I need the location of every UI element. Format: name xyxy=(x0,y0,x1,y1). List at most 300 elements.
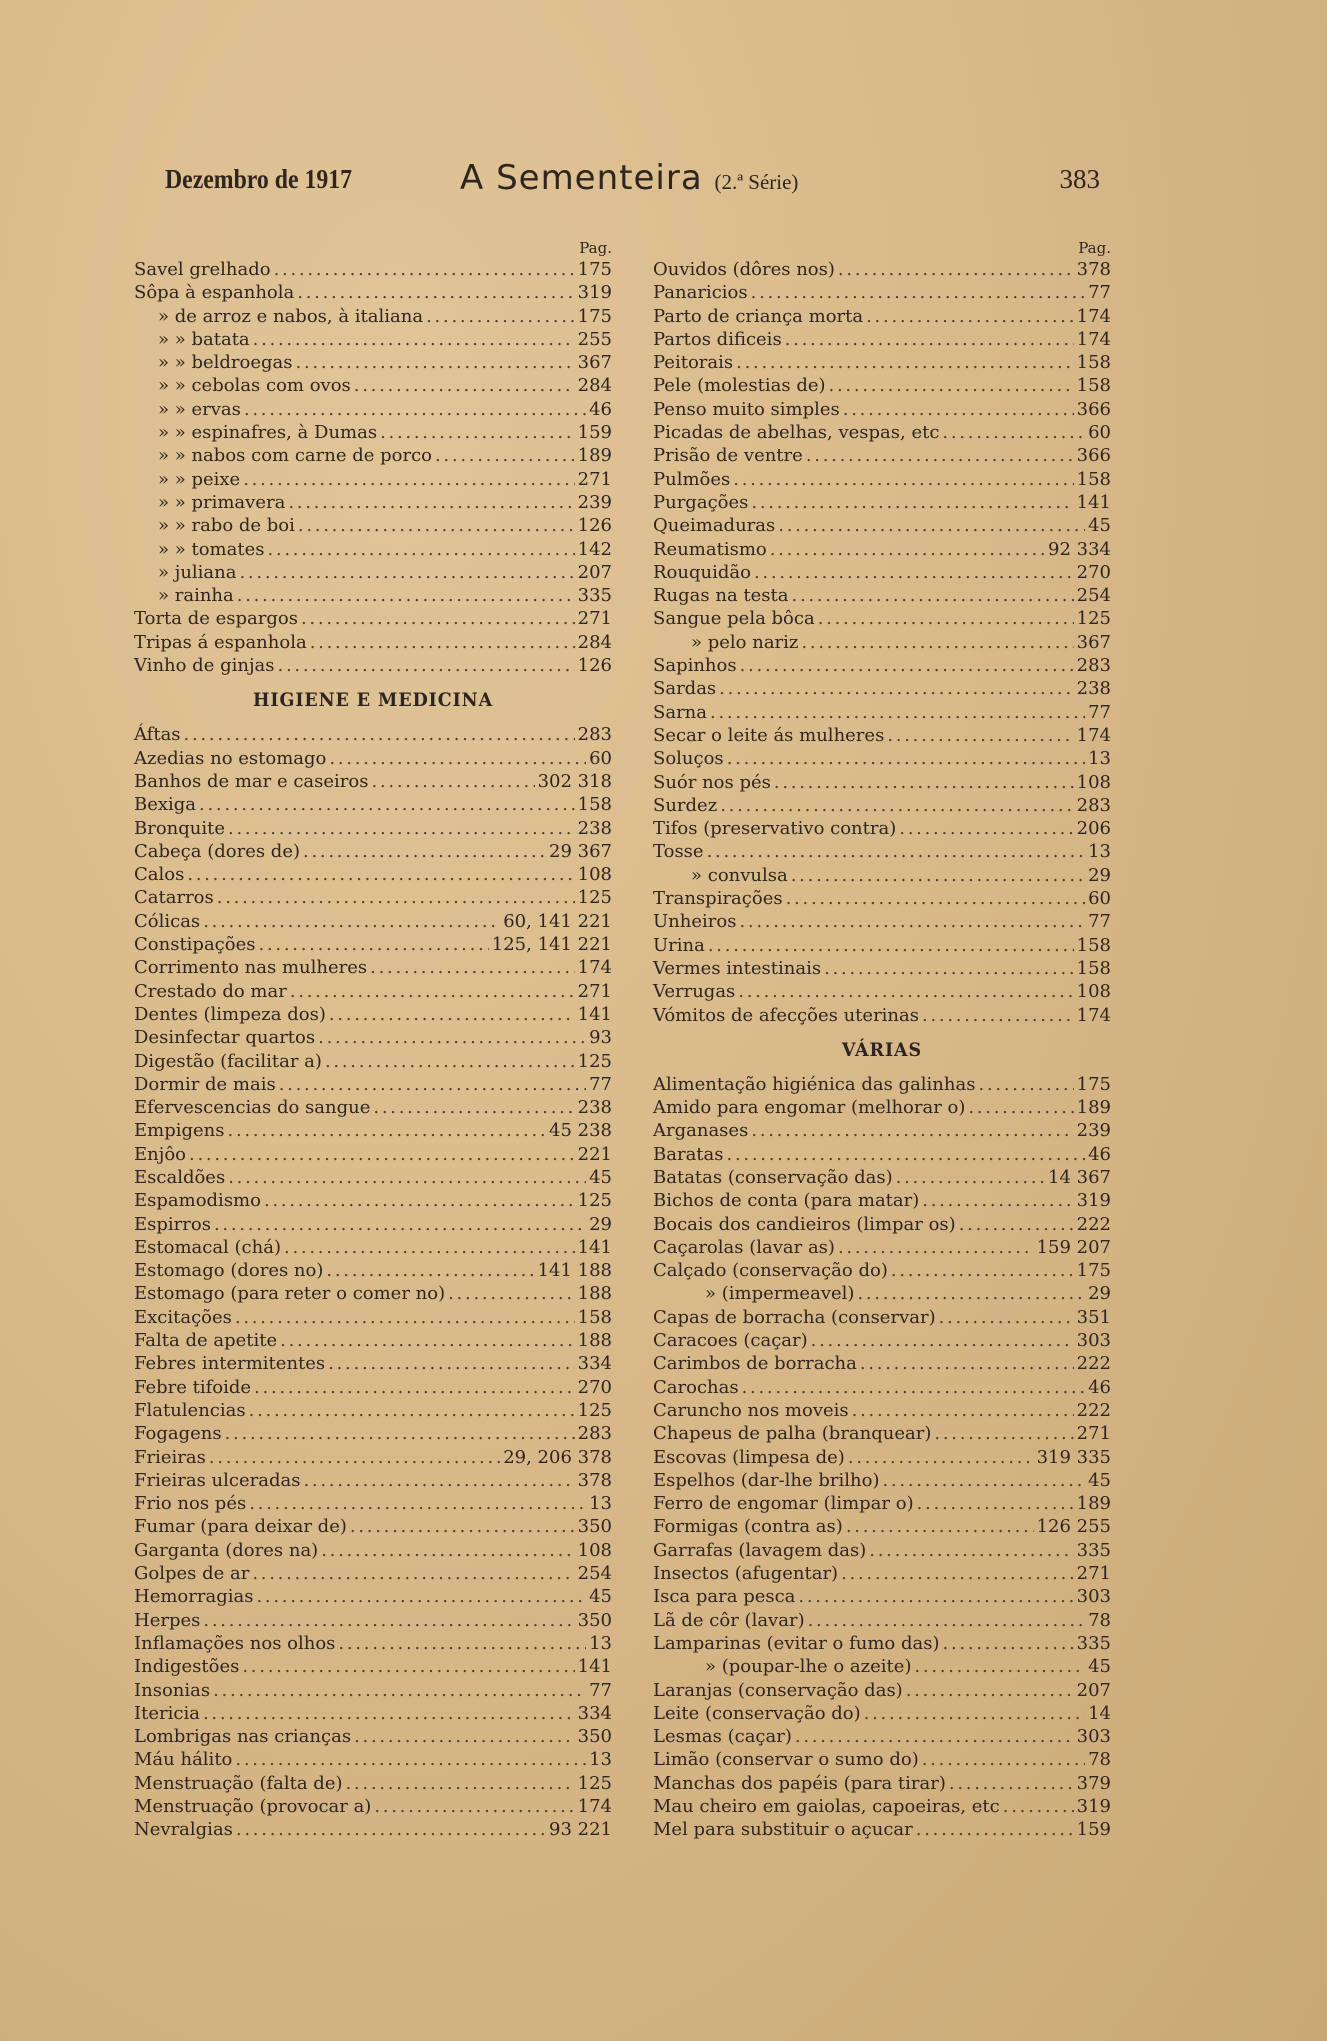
index-entry xyxy=(653,1422,1111,1445)
section-title-varias: VÁRIAS xyxy=(841,1038,923,1061)
entry-pages: 302 318 xyxy=(537,770,612,792)
entry-title: » » batata xyxy=(158,328,250,350)
entry-title: Estomacal (chá) xyxy=(134,1236,281,1258)
entry-title: Alimentação higiénica das galinhas xyxy=(653,1073,976,1095)
dot-leader xyxy=(239,561,574,584)
dot-leader xyxy=(742,1376,1086,1399)
entry-pages: 283 xyxy=(1076,794,1111,816)
index-column-right xyxy=(653,238,1111,1842)
index-entry xyxy=(134,328,612,351)
entry-pages: 45 xyxy=(1088,515,1111,537)
entry-pages: 271 xyxy=(1076,1563,1111,1585)
entry-pages: 319 335 xyxy=(1036,1446,1111,1468)
entry-pages: 222 xyxy=(1076,1399,1111,1421)
dot-leader xyxy=(978,1073,1073,1096)
entry-pages: 283 xyxy=(1076,655,1111,677)
entry-title: » convulsa xyxy=(691,864,788,886)
dot-leader xyxy=(869,1539,1073,1562)
index-column-left xyxy=(134,238,612,1842)
dot-leader xyxy=(310,631,575,654)
entry-pages: 175 xyxy=(1076,1260,1111,1282)
entry-pages: 174 xyxy=(577,957,612,979)
index-entry xyxy=(653,980,1111,1003)
dot-leader xyxy=(738,980,1073,1003)
dot-leader xyxy=(838,1236,1034,1259)
index-entry xyxy=(134,1073,612,1096)
entry-title: » » primavera xyxy=(158,491,286,513)
entry-pages: 158 xyxy=(1076,468,1111,490)
dot-leader xyxy=(237,584,575,607)
entry-pages: 77 xyxy=(1088,282,1111,304)
index-entry xyxy=(134,886,612,909)
dot-leader xyxy=(806,444,1074,467)
dot-leader xyxy=(217,886,575,909)
entry-title: Leite (conservação do) xyxy=(653,1702,861,1724)
index-entry xyxy=(653,1096,1111,1119)
index-entry xyxy=(653,957,1111,980)
index-entry xyxy=(134,1446,612,1469)
entry-title: Bocais dos candieiros (limpar os) xyxy=(653,1213,956,1235)
entry-title: Vermes intestinais xyxy=(653,957,822,979)
entry-pages: 45 xyxy=(589,1586,612,1608)
dot-leader xyxy=(899,817,1073,840)
dot-leader xyxy=(303,840,546,863)
dot-leader xyxy=(267,538,574,561)
dot-leader xyxy=(754,561,1074,584)
dot-leader xyxy=(808,1609,1086,1632)
entry-pages: 271 xyxy=(1076,1423,1111,1445)
entry-title: Lesmas (caçar) xyxy=(653,1726,792,1748)
entry-pages: 141 xyxy=(577,1003,612,1025)
dot-leader xyxy=(727,1143,1086,1166)
dot-leader xyxy=(318,1026,586,1049)
dot-leader xyxy=(1003,1795,1074,1818)
dot-leader xyxy=(235,1306,575,1329)
entry-title: » (impermeavel) xyxy=(705,1283,855,1305)
entry-pages: 188 xyxy=(577,1283,612,1305)
entry-title: Caçarolas (lavar as) xyxy=(653,1236,835,1258)
index-entry xyxy=(134,1492,612,1515)
dot-leader xyxy=(328,1352,574,1375)
entry-pages: 125 xyxy=(577,887,612,909)
entry-pages: 283 xyxy=(577,724,612,746)
index-entry xyxy=(134,468,612,491)
entry-pages: 303 xyxy=(1076,1330,1111,1352)
index-entry xyxy=(134,1329,612,1352)
entry-title: Frio nos pés xyxy=(134,1493,247,1515)
entry-title: Lombrigas nas crianças xyxy=(134,1726,352,1748)
dot-leader xyxy=(829,374,1074,397)
entry-title: Carochas xyxy=(653,1376,739,1398)
section-title-higiene: HIGIENE E MEDICINA xyxy=(252,689,494,712)
dot-leader xyxy=(203,1609,574,1632)
entry-pages: 189 xyxy=(1076,1493,1111,1515)
entry-pages: 45 238 xyxy=(549,1120,612,1142)
entry-title: Herpes xyxy=(134,1609,201,1631)
entry-title: Menstruação (provocar a) xyxy=(134,1796,372,1817)
dot-leader xyxy=(751,281,1085,304)
entry-pages: 379 xyxy=(1076,1772,1111,1794)
entry-pages: 367 xyxy=(1076,631,1111,653)
index-entry xyxy=(653,351,1111,374)
dot-leader xyxy=(736,351,1074,374)
entry-title: Parto de criança morta xyxy=(653,305,864,327)
index-entry xyxy=(134,910,612,933)
index-entry xyxy=(653,910,1111,933)
dot-leader xyxy=(298,514,575,537)
dot-leader xyxy=(253,328,575,351)
index-entry xyxy=(653,1236,1111,1259)
index-entry xyxy=(134,351,612,374)
index-entry xyxy=(653,561,1111,584)
dot-leader xyxy=(249,1399,575,1422)
entry-pages: 46 xyxy=(1088,1143,1111,1165)
dot-leader xyxy=(374,1795,574,1818)
index-entry xyxy=(653,1562,1111,1585)
higiene-list xyxy=(134,723,612,1841)
dot-leader xyxy=(228,1166,586,1189)
dot-leader xyxy=(244,398,586,421)
entry-pages: 125 xyxy=(577,1399,612,1421)
dot-leader xyxy=(264,1189,575,1212)
entry-pages: 29 xyxy=(1088,1283,1111,1305)
entry-pages: 254 xyxy=(1076,585,1111,607)
entry-title: Digestão (facilitar a) xyxy=(134,1050,322,1072)
entry-title: Calçado (conservação do) xyxy=(653,1260,888,1282)
entry-pages: 60 xyxy=(1088,888,1111,910)
index-entry xyxy=(653,631,1111,654)
entry-title: Corrimento nas mulheres xyxy=(134,957,368,979)
dot-leader xyxy=(968,1096,1073,1119)
dot-leader xyxy=(720,794,1073,817)
index-entry xyxy=(134,770,612,793)
dot-leader xyxy=(354,1725,575,1748)
entry-pages: 125 xyxy=(577,1772,612,1794)
entry-title: Sangue pela bôca xyxy=(653,608,815,630)
index-entry xyxy=(653,1189,1111,1212)
dot-leader xyxy=(778,514,1085,537)
entry-pages: 77 xyxy=(1088,701,1111,723)
index-entry xyxy=(134,607,612,630)
index-entry xyxy=(653,1073,1111,1096)
index-entry xyxy=(134,1609,612,1632)
entry-title: Capas de borracha (conservar) xyxy=(653,1306,936,1328)
entry-pages: 221 xyxy=(577,1143,612,1165)
index-entry xyxy=(653,771,1111,794)
dot-leader xyxy=(906,1679,1074,1702)
entry-pages: 335 xyxy=(1076,1539,1111,1561)
index-entry xyxy=(653,1282,1111,1305)
index-entry xyxy=(653,1004,1111,1027)
entry-title: » » tomates xyxy=(158,538,265,560)
entry-pages: 239 xyxy=(577,491,612,513)
index-entry xyxy=(653,1376,1111,1399)
dot-leader xyxy=(199,793,575,816)
dot-leader xyxy=(848,1446,1034,1469)
index-entry xyxy=(134,444,612,467)
index-entry xyxy=(134,1748,612,1771)
index-entry xyxy=(653,398,1111,421)
index-entry xyxy=(134,398,612,421)
entry-pages: 77 xyxy=(589,1073,612,1095)
index-entry xyxy=(653,654,1111,677)
index-entry xyxy=(134,1818,612,1841)
entry-pages: 334 xyxy=(577,1353,612,1375)
index-entry xyxy=(653,724,1111,747)
index-entry xyxy=(653,864,1111,887)
dot-leader xyxy=(740,654,1074,677)
entry-pages: 378 xyxy=(1076,259,1111,280)
entry-pages: 271 xyxy=(577,468,612,490)
dot-leader xyxy=(795,1725,1074,1748)
entry-pages: 77 xyxy=(1088,911,1111,933)
index-entry xyxy=(653,1655,1111,1678)
index-entry xyxy=(653,817,1111,840)
entry-title: Picadas de abelhas, vespas, etc xyxy=(653,422,940,444)
index-entry xyxy=(653,1119,1111,1142)
entry-pages: 319 xyxy=(577,282,612,304)
index-entry xyxy=(134,1422,612,1445)
entry-title: Amido para engomar (melhorar o) xyxy=(653,1097,966,1119)
dot-leader xyxy=(279,1073,586,1096)
index-entry xyxy=(653,468,1111,491)
entry-pages: 319 xyxy=(1076,1190,1111,1212)
index-entry xyxy=(653,1632,1111,1655)
index-entry xyxy=(134,980,612,1003)
dot-leader xyxy=(914,1655,1085,1678)
index-entry xyxy=(653,887,1111,910)
entry-pages: 159 207 xyxy=(1036,1236,1111,1258)
entry-title: Lamparinas (evitar o fumo das) xyxy=(653,1632,940,1654)
entry-title: Dentes (limpeza dos) xyxy=(134,1003,326,1025)
dot-leader xyxy=(852,1399,1074,1422)
dot-leader xyxy=(284,1236,575,1259)
entry-title: Frieiras xyxy=(134,1446,206,1468)
dot-leader xyxy=(866,305,1074,328)
index-entry xyxy=(653,584,1111,607)
entry-title: » » beldroegas xyxy=(158,352,293,374)
index-entry xyxy=(653,1306,1111,1329)
dot-leader xyxy=(338,1632,586,1655)
index-entry xyxy=(134,1655,612,1678)
index-entry xyxy=(134,1026,612,1049)
entry-title: Excitações xyxy=(134,1306,232,1328)
entry-pages: 367 xyxy=(577,352,612,374)
entry-pages: 93 xyxy=(589,1027,612,1049)
entry-title: » de arroz e nabos, à italiana xyxy=(158,305,424,327)
entry-pages: 13 xyxy=(589,1749,612,1771)
entry-title: Flatulencias xyxy=(134,1399,246,1421)
dot-leader xyxy=(373,1096,574,1119)
index-entry xyxy=(653,677,1111,700)
index-entry xyxy=(134,1562,612,1585)
entry-title: Tripas á espanhola xyxy=(134,631,307,653)
dot-leader xyxy=(278,654,575,677)
entry-title: Prisão de ventre xyxy=(653,445,803,467)
dot-leader xyxy=(326,1259,534,1282)
entry-pages: 45 xyxy=(1088,1656,1111,1678)
index-entry xyxy=(653,794,1111,817)
dot-leader xyxy=(801,631,1073,654)
entry-title: » » peixe xyxy=(158,468,241,490)
entry-pages: 378 xyxy=(577,1469,612,1491)
entry-pages: 141 xyxy=(577,1656,612,1678)
entry-pages: 189 xyxy=(577,445,612,467)
index-entry xyxy=(134,1282,612,1305)
index-entry xyxy=(653,747,1111,770)
entry-title: Caruncho nos moveis xyxy=(653,1399,849,1421)
entry-pages: 13 xyxy=(1088,748,1111,770)
index-entry xyxy=(134,1376,612,1399)
dot-leader xyxy=(792,584,1074,607)
entry-pages: 158 xyxy=(577,1306,612,1328)
index-entry xyxy=(134,561,612,584)
entry-title: Urina xyxy=(653,934,705,956)
entry-title: Hemorragias xyxy=(134,1586,254,1608)
entry-pages: 45 xyxy=(1088,1469,1111,1491)
dot-leader xyxy=(751,491,1073,514)
entry-title: Estomago (dores no) xyxy=(134,1260,324,1282)
entry-pages: 174 xyxy=(1076,724,1111,746)
dot-leader xyxy=(798,1585,1073,1608)
page-header xyxy=(165,158,1100,208)
dot-leader xyxy=(252,1562,574,1585)
dot-leader xyxy=(225,1422,575,1445)
index-entry xyxy=(134,1236,612,1259)
entry-title: Dormir de mais xyxy=(134,1073,276,1095)
entry-pages: 174 xyxy=(1076,328,1111,350)
entry-title: Garrafas (lavagem das) xyxy=(653,1539,867,1561)
entry-pages: 222 xyxy=(1076,1353,1111,1375)
index-entry xyxy=(134,1795,612,1818)
index-entry xyxy=(134,584,612,607)
entry-pages: 13 xyxy=(589,1493,612,1515)
entry-title: Penso muito simples xyxy=(653,398,840,420)
entry-title: Vinho de ginjas xyxy=(134,655,275,677)
entry-pages: 350 xyxy=(577,1609,612,1631)
dot-leader xyxy=(719,677,1073,700)
index-entry xyxy=(653,1399,1111,1422)
entry-title: Cólicas xyxy=(134,910,201,932)
index-entry xyxy=(134,421,612,444)
entry-title: Rouquidão xyxy=(653,561,751,583)
dot-leader xyxy=(811,1329,1074,1352)
entry-pages: 284 xyxy=(577,375,612,397)
index-entry xyxy=(134,1213,612,1236)
index-entry xyxy=(134,538,612,561)
entry-pages: 238 xyxy=(577,817,612,839)
dot-leader xyxy=(739,910,1085,933)
entry-pages: 174 xyxy=(1076,1004,1111,1026)
entry-title: Unheiros xyxy=(653,911,737,933)
entry-title: Insectos (afugentar) xyxy=(653,1563,839,1585)
issue-date: Dezembro de 1917 xyxy=(165,164,352,194)
entry-title: Golpes de ar xyxy=(134,1563,250,1585)
index-entry xyxy=(134,1772,612,1795)
entry-pages: 319 xyxy=(1076,1796,1111,1817)
index-entry xyxy=(134,1585,612,1608)
dot-leader xyxy=(209,1446,500,1469)
entry-title: Sarna xyxy=(653,701,707,723)
index-entry xyxy=(653,840,1111,863)
dot-leader xyxy=(189,1143,575,1166)
index-entry xyxy=(134,654,612,677)
index-entry xyxy=(653,934,1111,957)
entry-title: Banhos de mar e caseiros xyxy=(134,770,369,792)
dot-leader xyxy=(435,444,575,467)
entry-title: Panaricios xyxy=(653,282,748,304)
index-entry xyxy=(134,1259,612,1282)
index-entry xyxy=(653,258,1111,281)
entry-title: Isca para pesca xyxy=(653,1586,796,1608)
dot-leader xyxy=(370,956,575,979)
entry-title: Empigens xyxy=(134,1120,225,1142)
entry-title: Espamodismo xyxy=(134,1190,261,1212)
dot-leader xyxy=(329,747,586,770)
dot-leader xyxy=(354,374,575,397)
entry-pages: 159 xyxy=(1076,1819,1111,1841)
entry-pages: 158 xyxy=(1076,352,1111,374)
entry-title: Constipações xyxy=(134,934,256,956)
index-entry xyxy=(134,1050,612,1073)
entry-title: Baratas xyxy=(653,1143,724,1165)
entry-pages: 108 xyxy=(577,1539,612,1561)
dot-leader xyxy=(707,840,1086,863)
index-entry xyxy=(134,793,612,816)
index-entry xyxy=(653,1492,1111,1515)
entry-title: Transpirações xyxy=(653,888,783,910)
entry-pages: 77 xyxy=(589,1679,612,1701)
entry-pages: 189 xyxy=(1076,1097,1111,1119)
entry-pages: 174 xyxy=(577,1796,612,1817)
dot-leader xyxy=(934,1422,1073,1445)
dot-leader xyxy=(321,1539,574,1562)
entry-title: » » espinafres, à Dumas xyxy=(158,422,378,444)
entry-pages: 14 xyxy=(1088,1702,1111,1724)
entry-pages: 239 xyxy=(1076,1120,1111,1142)
entry-pages: 222 xyxy=(1076,1213,1111,1235)
dot-leader xyxy=(917,1492,1074,1515)
entry-title: Sôpa à espanhola xyxy=(134,282,295,304)
index-entry xyxy=(653,701,1111,724)
entry-title: Cabeça (dores de) xyxy=(134,840,301,862)
entry-pages: 158 xyxy=(577,794,612,816)
index-entry xyxy=(653,1515,1111,1538)
entry-title: Menstruação (falta de) xyxy=(134,1772,343,1794)
dot-leader xyxy=(303,1469,574,1492)
index-entry xyxy=(653,1352,1111,1375)
dot-leader xyxy=(751,1119,1073,1142)
index-entry xyxy=(653,305,1111,328)
dot-leader xyxy=(296,351,575,374)
index-entry xyxy=(134,1003,612,1026)
entry-title: Secar o leite ás mulheres xyxy=(653,724,885,746)
entry-pages: 141 188 xyxy=(537,1260,612,1282)
entry-pages: 334 xyxy=(577,1702,612,1724)
entry-title: Sardas xyxy=(653,678,717,700)
index-entry xyxy=(134,956,612,979)
dot-leader xyxy=(249,1492,586,1515)
entry-title: Efervescencias do sangue xyxy=(134,1097,371,1119)
index-entry xyxy=(653,374,1111,397)
entry-title: Partos dificeis xyxy=(653,328,782,350)
dot-leader xyxy=(860,1352,1074,1375)
index-entry xyxy=(653,1446,1111,1469)
entry-pages: 335 xyxy=(577,585,612,607)
index-entry xyxy=(134,933,612,956)
dot-leader xyxy=(371,770,534,793)
index-entry xyxy=(134,1679,612,1702)
